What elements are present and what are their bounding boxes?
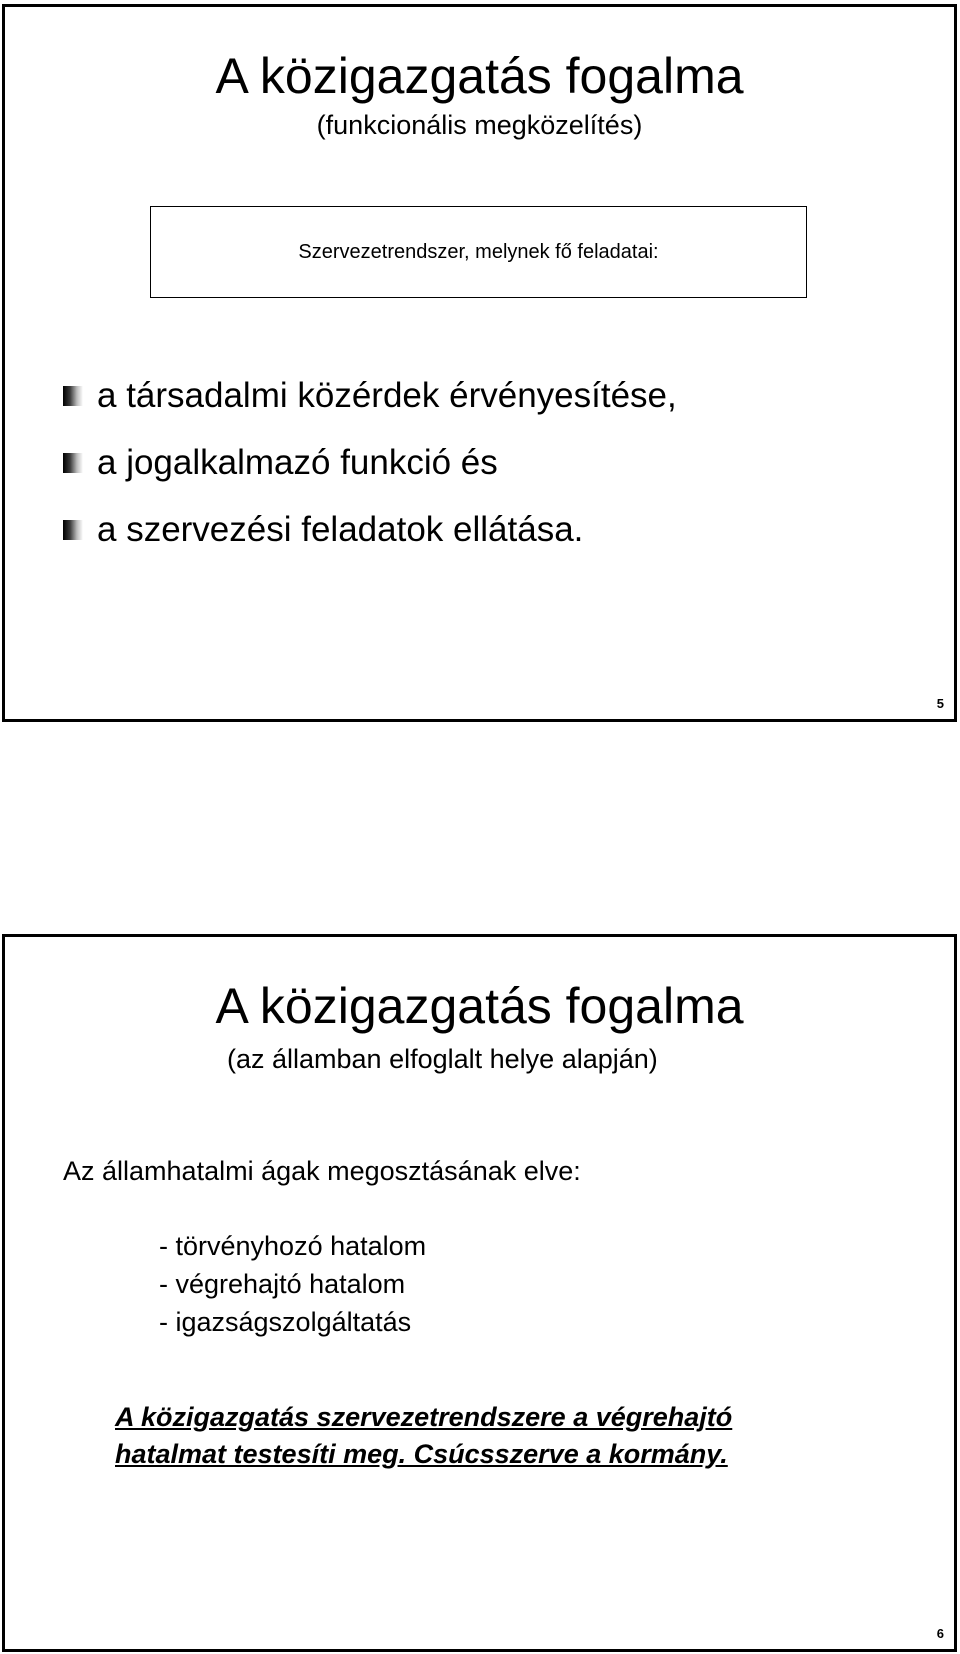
list-item	[63, 496, 677, 563]
list-item: - törvényhozó hatalom	[159, 1231, 427, 1261]
conclusion-line: A közigazgatás szervezetrendszere a végrehajtó	[115, 1402, 733, 1432]
slide-5	[2, 4, 957, 722]
gradient-square-bullet-icon	[63, 386, 83, 406]
list-item: - igazságszolgáltatás	[159, 1307, 412, 1337]
gradient-square-bullet-icon	[63, 453, 83, 473]
task-list	[63, 362, 677, 563]
branches-of-power-list	[159, 1227, 426, 1341]
definition-box-text: Szervezetrendszer, melynek fő feladatai:	[298, 240, 659, 263]
page-number: 5	[936, 696, 944, 711]
definition-box	[150, 206, 807, 298]
list-item-text: a szervezési feladatok ellátása.	[97, 509, 584, 549]
slide-subtitle: (az államban elfoglalt helye alapján)	[227, 1044, 658, 1074]
conclusion-text	[115, 1399, 855, 1473]
gradient-square-bullet-icon	[63, 520, 83, 540]
slide-6	[2, 934, 957, 1652]
page-number: 6	[936, 1626, 944, 1641]
section-label: Az államhatalmi ágak megosztásának elve:	[63, 1156, 581, 1186]
slide-title: A közigazgatás fogalma	[215, 48, 744, 104]
list-item-text: a társadalmi közérdek érvényesítése,	[97, 375, 677, 415]
list-item-text: a jogalkalmazó funkció és	[97, 442, 498, 482]
slide-title: A közigazgatás fogalma	[215, 978, 744, 1034]
list-item	[63, 362, 677, 429]
list-item: - végrehajtó hatalom	[159, 1269, 406, 1299]
conclusion-line: hatalmat testesíti meg. Csúcsszerve a kormány.	[115, 1439, 728, 1469]
slide-subtitle: (funkcionális megközelítés)	[316, 110, 643, 140]
list-item	[63, 429, 677, 496]
